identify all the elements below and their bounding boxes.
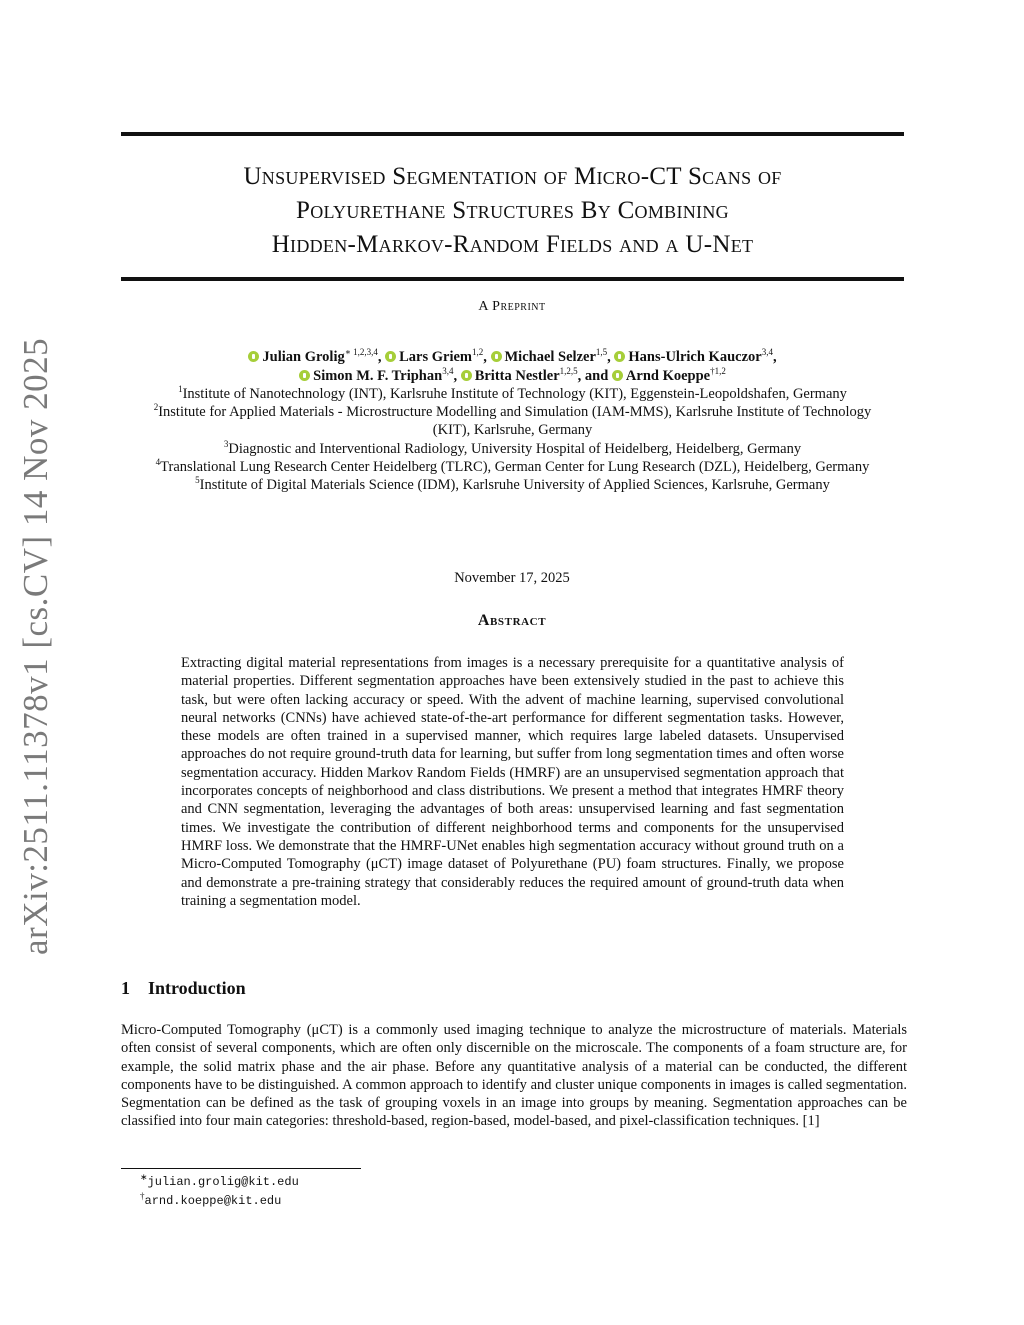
author-name: Britta Nestler: [474, 368, 560, 384]
author-name: Arnd Koeppe: [625, 368, 711, 384]
title-top-rule: [121, 132, 904, 136]
author-name: Julian Grolig: [262, 349, 345, 365]
affiliation-item: [121, 476, 904, 494]
orcid-icon[interactable]: [248, 351, 259, 362]
author-affiliation-marks: 1,5: [595, 347, 608, 358]
introduction-paragraph: Micro-Computed Tomography (μCT) is a commonly used imaging technique to analyze the microstructure of materials. Materials often consist of several components, which are often only discernible on the microscale. The components of a foam structure are, for example, the solid matrix phase and the air phase. Before any quantitative analysis of a material can be conducted, the different components have to be distinguished. A common approach to identify and cluster unique components in images is called segmentation. Segmentation can be defined as the task of grouping voxels in an image into groups by meaning. Segmentation approaches can be classified into four main categories: threshold-based, region-based, model-based, and pixel-classification techniques. [1]: [121, 1022, 907, 1130]
affiliation-text: Institute of Digital Materials Science (IDM), Karlsruhe University of Applied Sciences, Karlsruhe, Germany: [199, 477, 830, 494]
footnote-email[interactable]: julian.grolig@kit.edu: [147, 1175, 299, 1189]
title-line-1: Unsupervised Segmentation of Micro-CT Scans of: [243, 163, 782, 190]
affiliation-item: [121, 385, 904, 403]
affiliation-text: Institute for Applied Materials - Microstructure Modelling and Simulation (IAM-MMS), Karlsruhe Institute of Technology (KIT), Karlsruhe, Germany: [158, 404, 872, 439]
author-name: Michael Selzer: [504, 349, 596, 365]
section-number: 1: [121, 978, 130, 998]
orcid-icon[interactable]: [385, 351, 396, 362]
orcid-icon[interactable]: [614, 351, 625, 362]
orcid-icon[interactable]: [461, 370, 472, 381]
abstract-body: Extracting digital material representations from images is a necessary prerequisite for a quantitative analysis of material properties. Different segmentation approaches have been extensively studied in the past to achieve this task, but were often lacking accuracy or speed. With the advent of machine learning, supervised convolutional neural networks (CNNs) have achieved state-of-the-art performance for different segmentation tasks. However, these models are often trained in a supervised manner, which requires large labeled datasets. Unsupervised approaches do not require ground-truth data for learning, but suffer from long segmentation times and often worse segmentation accuracy. Hidden Markov Random Fields (HMRF) are an unsupervised segmentation approach that incorporates concepts of neighborhood and class distributions. We present a method that integrates HMRF theory and CNN segmentation, leveraging the advantages of both areas: unsupervised learning and fast segmentation times. We investigate the contribution of different neighborhood terms and components for the unsupervised HMRF loss. We demonstrate that the HMRF-UNet enables high segmentation accuracy without ground truth on a Micro-Computed Tomography (μCT) image dataset of Polyurethane (PU) foam structures. Finally, we propose and demonstrate a pre-training strategy that considerably reduces the required amount of ground-truth data when training a segmentation model.: [181, 655, 844, 909]
affiliation-number: 2: [153, 402, 159, 413]
author-conjunction: and: [584, 368, 609, 384]
affiliation-text: Diagnostic and Interventional Radiology, University Hospital of Heidelberg, Heidelberg, Germany: [228, 440, 802, 457]
orcid-icon[interactable]: [299, 370, 310, 381]
author-affiliation-marks: ∗ 1,2,3,4: [344, 347, 378, 358]
author-affiliation-marks: 1,2,5: [559, 366, 578, 377]
affiliation-text: Translational Lung Research Center Heidelberg (TLRC), German Center for Lung Research (DZL), Heidelberg, Germany: [160, 458, 870, 475]
author-name: Simon M. F. Triphan: [313, 368, 443, 384]
preprint-label: A Preprint: [478, 299, 546, 314]
footnote-email[interactable]: arnd.koeppe@kit.edu: [144, 1194, 282, 1208]
author-name: Lars Griem: [399, 349, 472, 365]
affiliation-item: [121, 440, 904, 458]
footnote-mark: †: [140, 1191, 145, 1201]
author-affiliation-marks: 1,2: [472, 347, 484, 358]
title-line-3: Hidden-Markov-Random Fields and a U-Net: [271, 231, 754, 258]
section-heading: [121, 978, 246, 999]
abstract-heading: Abstract: [477, 612, 547, 629]
publication-date: November 17, 2025: [454, 570, 570, 586]
affiliation-item: [121, 403, 904, 439]
author-affiliation-marks: 3,4: [442, 366, 454, 377]
orcid-icon[interactable]: [612, 370, 623, 381]
author-affiliation-marks: †1,2: [710, 366, 726, 377]
title-bottom-rule: [121, 277, 904, 281]
title-line-2: Polyurethane Structures By Combining: [296, 197, 729, 224]
affiliation-number: 5: [195, 475, 200, 486]
footnotes: [140, 1173, 299, 1211]
author-name: Hans-Ulrich Kauczor: [628, 349, 762, 365]
affiliation-item: [121, 458, 904, 476]
affiliation-number: 4: [155, 456, 161, 467]
paper-title: [121, 160, 904, 262]
footnote-mark: ∗: [140, 1172, 148, 1182]
footnote-rule: [121, 1168, 361, 1169]
affiliation-number: 3: [223, 438, 229, 449]
arxiv-identifier-stamp: arXiv:2511.11378v1 [cs.CV] 14 Nov 2025: [16, 337, 55, 955]
affiliation-text: Institute of Nanotechnology (INT), Karlsruhe Institute of Technology (KIT), Eggenstein-Leopoldshafen, Germany: [182, 386, 847, 402]
orcid-icon[interactable]: [491, 351, 502, 362]
section-title: Introduction: [148, 978, 246, 998]
affiliation-number: 1: [178, 384, 183, 395]
footnote-item: [140, 1192, 299, 1211]
author-list: Julian Grolig$^{∗ 1,2,3,4}$, Lars Griem$^{1,2}$, Michael Selzer$^{1,5}$, Hans-Ulrich Kauczor$^{3,4}$, Simon M. F. Triphan$^{3,4}$, Britta Nestler$^{1,2,5}$, and Arnd Koeppe$^{\dagger 1,2}$: [121, 348, 904, 386]
affiliation-list: [121, 385, 904, 494]
footnote-item: [140, 1173, 299, 1192]
author-affiliation-marks: 3,4: [761, 347, 773, 358]
